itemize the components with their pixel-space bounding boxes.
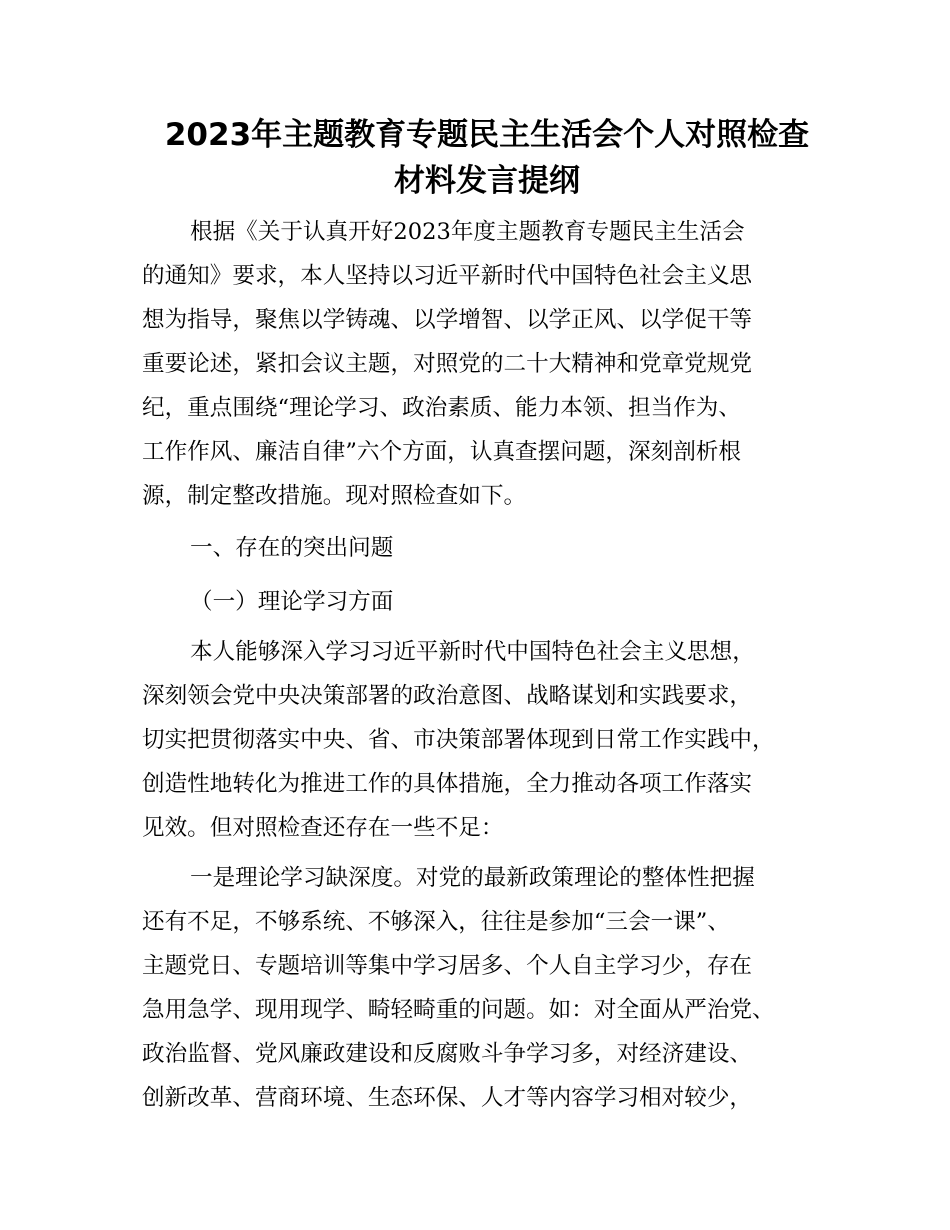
theory-study-paragraph bbox=[142, 630, 832, 850]
paragraph-line: 创造性地转化为推进工作的具体措施，全力推动各项工作落实 bbox=[142, 771, 753, 797]
paragraph-line: 还有不足，不够系统、不够深入，往往是参加“三会一课”、 bbox=[142, 909, 730, 935]
paragraph-line: 急用急学、现用现学、畸轻畸重的问题。如：对全面从严治党、 bbox=[142, 997, 775, 1023]
title-line-2: 材料发言提纲 bbox=[394, 163, 580, 199]
paragraph-line: 重要论述，紧扣会议主题，对照党的二十大精神和党章党规党 bbox=[142, 351, 753, 377]
title-line-1: 2023年主题教育专题民主生活会个人对照检查 bbox=[164, 117, 810, 153]
paragraph-line: 根据《关于认真开好2023年度主题教育专题民主生活会 bbox=[190, 219, 745, 245]
paragraph-line: 一是理论学习缺深度。对党的最新政策理论的整体性把握 bbox=[190, 865, 755, 891]
paragraph-line: 纪，重点围绕“理论学习、政治素质、能力本领、担当作为、 bbox=[142, 395, 741, 421]
paragraph-line: 主题党日、专题培训等集中学习居多、个人自主学习少，存在 bbox=[142, 953, 753, 979]
paragraph-line: 工作作风、廉洁自律”六个方面，认真查摆问题，深刻剖析根 bbox=[142, 439, 741, 465]
paragraph-line: 本人能够深入学习习近平新时代中国特色社会主义思想， bbox=[190, 639, 755, 665]
problem-one-paragraph bbox=[142, 856, 832, 1120]
paragraph-line: 想为指导，聚焦以学铸魂、以学增智、以学正风、以学促干等 bbox=[142, 307, 753, 333]
subsection-heading: （一）理论学习方面 bbox=[190, 589, 394, 615]
intro-paragraph bbox=[142, 210, 832, 518]
paragraph-line: 见效。但对照检查还存在一些不足： bbox=[142, 815, 504, 841]
paragraph-line: 源，制定整改措施。现对照检查如下。 bbox=[142, 483, 527, 509]
paragraph-line: 的通知》要求，本人坚持以习近平新时代中国特色社会主义思 bbox=[142, 263, 753, 289]
paragraph-line: 创新改革、营商环境、生态环保、人才等内容学习相对较少， bbox=[142, 1085, 753, 1111]
paragraph-line: 深刻领会党中央决策部署的政治意图、战略谋划和实践要求， bbox=[142, 683, 753, 709]
paragraph-line: 切实把贯彻落实中央、省、市决策部署体现到日常工作实践中， bbox=[142, 727, 775, 753]
section-heading: 一、存在的突出问题 bbox=[190, 535, 394, 561]
document-title bbox=[142, 112, 832, 204]
paragraph-line: 政治监督、党风廉政建设和反腐败斗争学习多，对经济建设、 bbox=[142, 1041, 753, 1067]
